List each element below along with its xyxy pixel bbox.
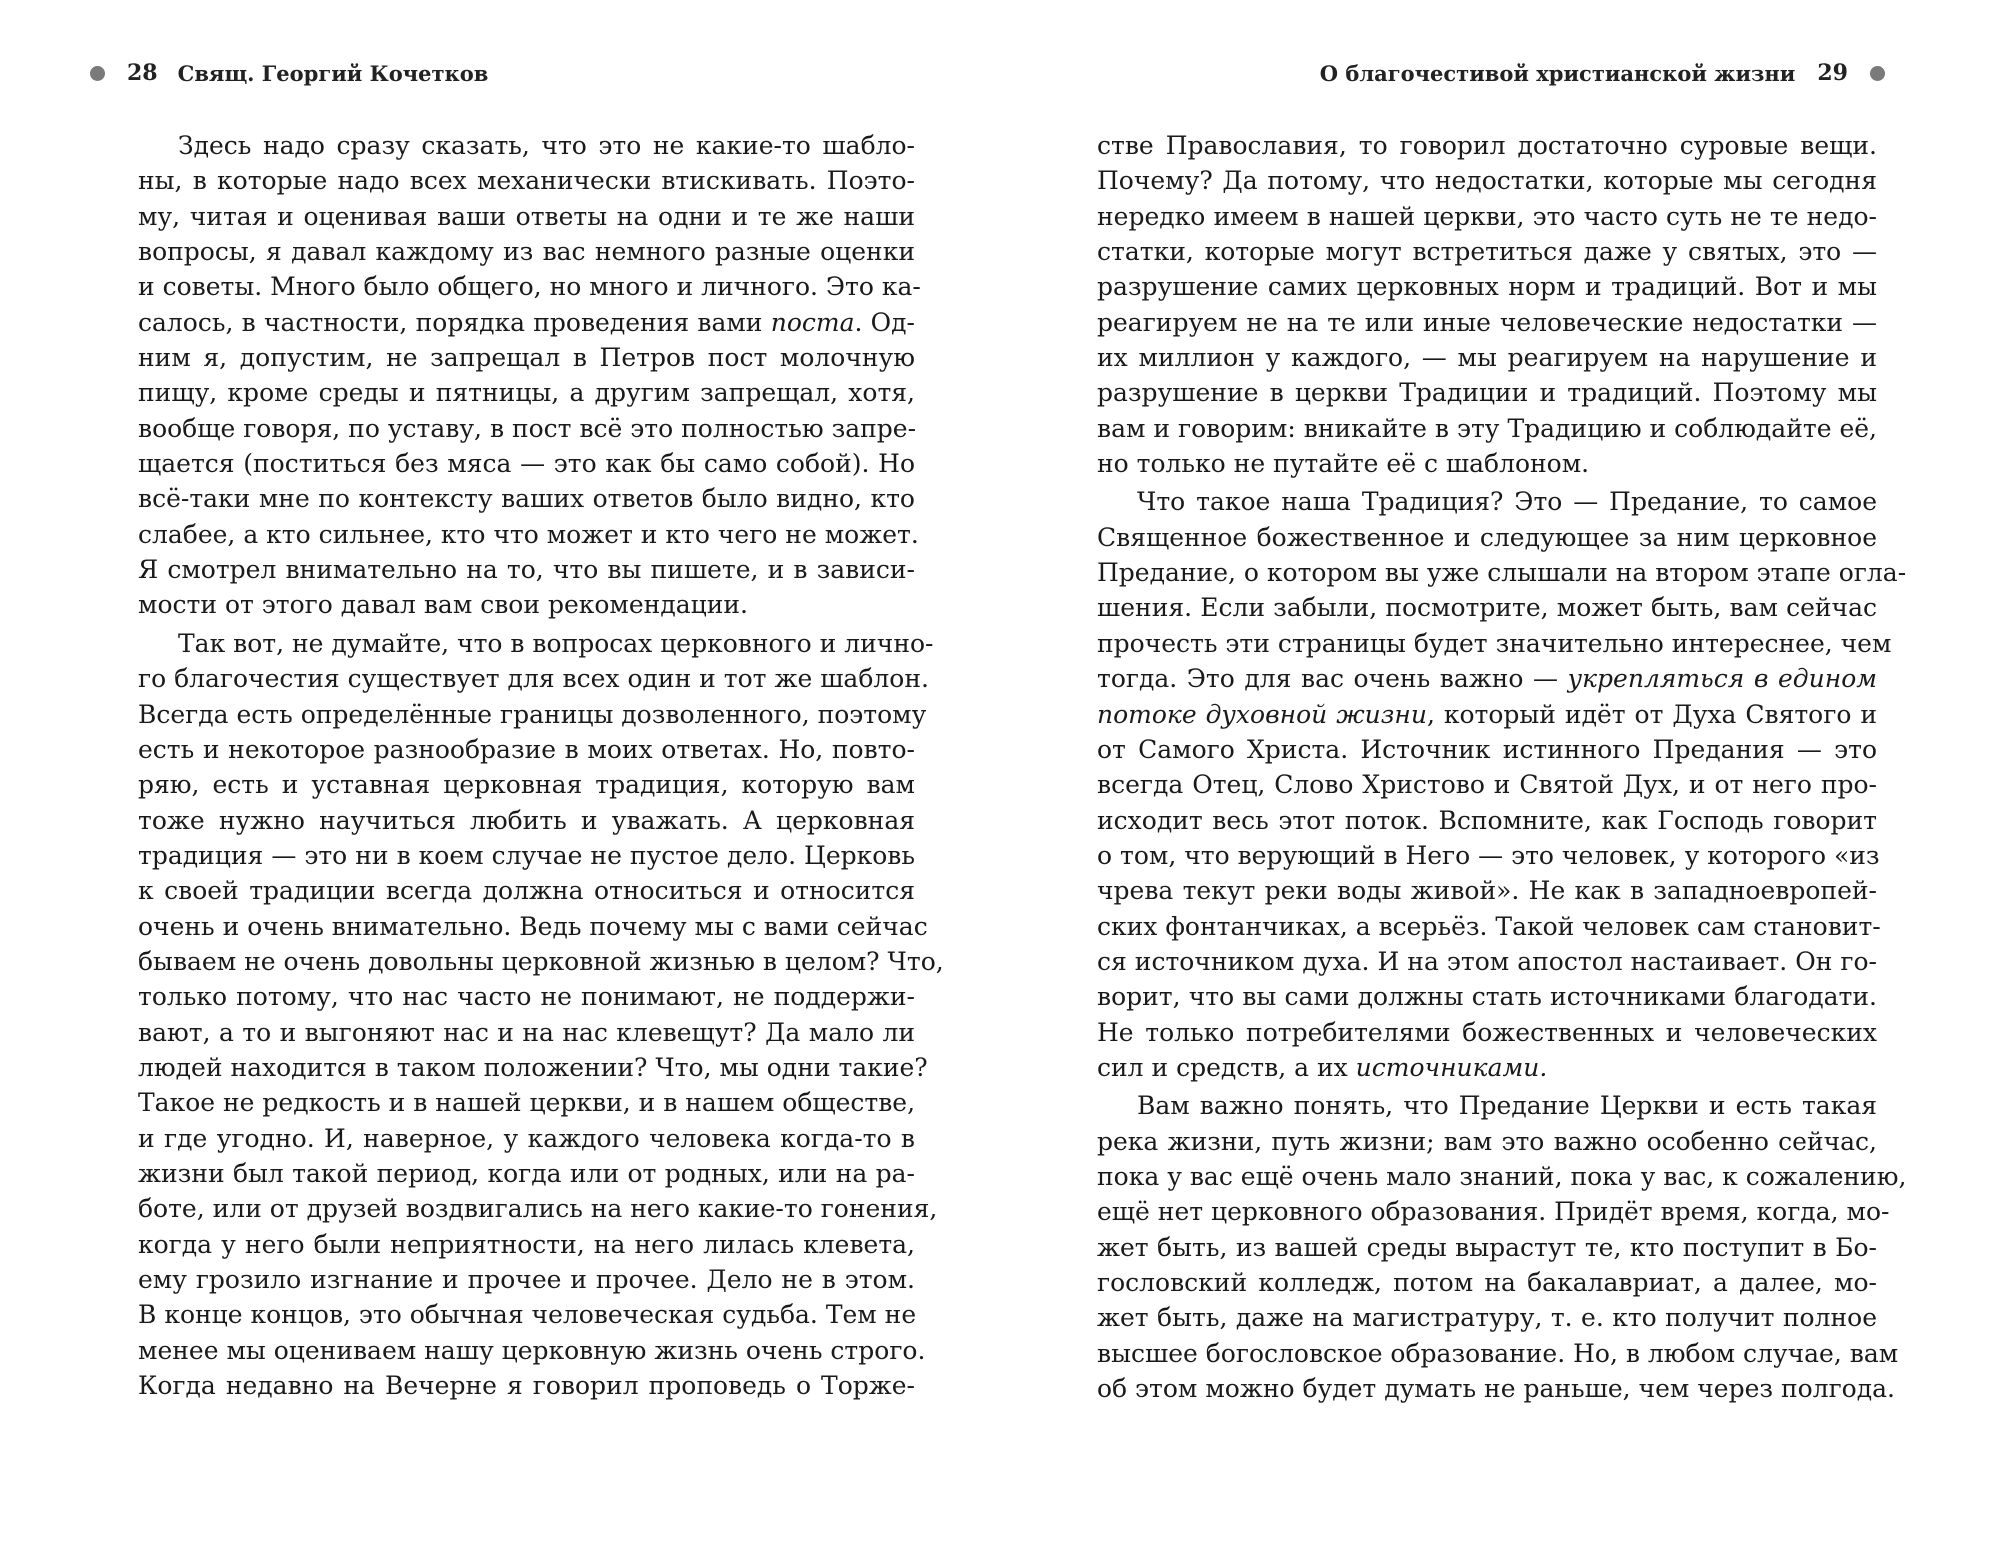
text-line: ним я, допустим, не запрещал в Петров пост молочную xyxy=(138,343,915,373)
text-line: тогда. Это для вас очень важно — укрепляться в едином xyxy=(1097,664,1877,694)
text-line: Почему? Да потому, что недостатки, которые мы сегодня xyxy=(1097,166,1877,196)
left-running-head xyxy=(90,60,488,86)
text-line: только потому, что нас часто не понимают, не поддержи- xyxy=(138,982,915,1012)
text-line: щается (поститься без мяса — это как бы само собой). Но xyxy=(138,449,915,479)
text-line: тоже нужно научиться любить и уважать. А церковная xyxy=(138,805,915,835)
text-line: статки, которые могут встретиться даже у святых, это — xyxy=(1097,237,1877,267)
text-line: исходит весь этот поток. Вспомните, как Господь говорит xyxy=(1097,805,1877,835)
text-line: есть и некоторое разнообразие в моих ответах. Но, повто- xyxy=(138,734,915,764)
text-line: о том, что верующий в Него — это человек, у которого «из xyxy=(1097,840,1880,870)
text-line: Что такое наша Традиция? Это — Предание, то самое xyxy=(1137,487,1877,517)
text-line: ся источником духа. И на этом апостол настаивает. Он го- xyxy=(1097,946,1877,976)
left-running-title: Свящ. Георгий Кочетков xyxy=(177,60,489,86)
text-line: вопросы, я давал каждому из вас немного разные оценки xyxy=(138,237,915,267)
text-line: и советы. Много было общего, но много и личного. Это ка- xyxy=(138,272,921,302)
text-line: пищу, кроме среды и пятницы, а другим запрещал, хотя, xyxy=(138,378,915,408)
text-line: об этом можно будет думать не раньше, чем через полгода. xyxy=(1097,1374,1895,1404)
text-line: от Самого Христа. Источник истинного Предания — это xyxy=(1097,734,1877,764)
text-line: реагируем не на те или иные человеческие недостатки — xyxy=(1097,307,1877,337)
text-line: к своей традиции всегда должна относиться и относится xyxy=(138,876,915,906)
text-line: река жизни, путь жизни; вам это важно особенно сейчас, xyxy=(1097,1126,1877,1156)
text-line: ворит, что вы сами должны стать источниками благодати. xyxy=(1097,982,1877,1012)
text-line: мости от этого давал вам свои рекомендации. xyxy=(138,590,748,620)
text-line: высшее богословское образование. Но, в любом случае, вам xyxy=(1097,1338,1899,1368)
text-line: очень и очень внимательно. Ведь почему мы с вами сейчас xyxy=(138,911,928,941)
text-line: ских фонтанчиках, а всерьёз. Такой человек сам становит- xyxy=(1097,911,1881,941)
right-running-head xyxy=(1320,60,1885,86)
text-line: бываем не очень довольны церковной жизнью в целом? Что, xyxy=(138,946,944,976)
text-line: Священное божественное и следующее за ним церковное xyxy=(1097,522,1877,552)
text-line: чрева текут реки воды живой». Не как в западноевропей- xyxy=(1097,876,1877,906)
text-line: когда у него были неприятности, на него лилась клевета, xyxy=(138,1229,915,1259)
text-line: жет быть, даже на магистратуру, т. е. кто получит полное xyxy=(1097,1303,1877,1333)
text-line: Не только потребителями божественных и человеческих xyxy=(1097,1017,1877,1047)
right-running-title: О благочестивой христианской жизни xyxy=(1319,60,1796,86)
text-line: ему грозило изгнание и прочее и прочее. Дело не в этом. xyxy=(138,1265,915,1294)
left-page-number: 28 xyxy=(127,60,158,86)
right-page-text xyxy=(1097,128,1907,1406)
text-line: Вам важно понять, что Предание Церкви и есть такая xyxy=(1137,1091,1877,1121)
text-line: прочесть эти страницы будет значительно интереснее, чем xyxy=(1097,628,1892,658)
italic-phrase: потоке духовной жизни xyxy=(1097,699,1427,729)
text-line: всё-таки мне по контексту ваших ответов было видно, кто xyxy=(138,484,915,514)
text-line: Такое не редкость и в нашей церкви, и в нашем обществе, xyxy=(138,1088,916,1118)
right-page xyxy=(1000,0,2000,1545)
text-line: вообще говоря, по уставу, в пост всё это полностью запре- xyxy=(138,413,917,443)
text-line: боте, или от друзей воздвигались на него какие-то гонения, xyxy=(138,1194,938,1224)
text-line: людей находится в таком положении? Что, мы одни такие? xyxy=(138,1052,928,1082)
text-line: Когда недавно на Вечерне я говорил проповедь о Торже- xyxy=(138,1371,915,1401)
right-page-number: 29 xyxy=(1817,60,1848,86)
text-line: го благочестия существует для всех один и тот же шаблон. xyxy=(138,664,929,694)
text-line: но только не путайте её с шаблоном. xyxy=(1097,449,1590,479)
text-line: Я смотрел внимательно на то, что вы пишете, и в зависи- xyxy=(138,555,915,585)
text-line: му, читая и оценивая ваши ответы на одни и те же наши xyxy=(138,201,915,231)
italic-phrase: укрепляться в едином xyxy=(1567,664,1877,694)
italic-term: источниками. xyxy=(1355,1052,1548,1082)
text-line: жизни был такой период, когда или от родных, или на ра- xyxy=(138,1158,915,1188)
text-line: нередко имеем в нашей церкви, это часто суть не те недо- xyxy=(1097,201,1877,231)
text-line: разрушение в церкви Традиции и традиций. Поэтому мы xyxy=(1097,378,1877,408)
text-line: и где угодно. И, наверное, у каждого человека когда-то в xyxy=(138,1123,915,1153)
italic-term: поста xyxy=(770,307,855,337)
text-line: стве Православия, то говорил достаточно суровые вещи. xyxy=(1097,131,1877,160)
text-line: гословский колледж, потом на бакалавриат, а далее, мо- xyxy=(1097,1268,1877,1297)
text-line: разрушение самих церковных норм и традиций. Вот и мы xyxy=(1097,272,1877,302)
text-line: сил и средств, а их источниками. xyxy=(1097,1052,1548,1082)
text-line: Всегда есть определённые границы дозволенного, поэтому xyxy=(138,699,927,729)
text-line: ещё нет церковного образования. Придёт время, когда, мо- xyxy=(1097,1197,1890,1227)
text-line: шения. Если забыли, посмотрите, может быть, вам сейчас xyxy=(1097,593,1877,623)
text-line: ны, в которые надо всех механически втискивать. Поэто- xyxy=(138,166,915,196)
text-line: В конце концов, это обычная человеческая судьба. Тем не xyxy=(138,1300,917,1330)
text-line: пока у вас ещё очень мало знаний, пока у вас, к сожалению, xyxy=(1097,1161,1907,1191)
text-line: вам и говорим: вникайте в эту Традицию и соблюдайте её, xyxy=(1097,413,1877,443)
text-line: традиция — это ни в коем случае не пустое дело. Церковь xyxy=(138,840,915,870)
text-line: Здесь надо сразу сказать, что это не какие-то шабло- xyxy=(178,131,915,160)
left-page-text xyxy=(138,128,944,1403)
text-line: вают, а то и выгоняют нас и на нас клевещут? Да мало ли xyxy=(138,1017,915,1047)
text-line: менее мы оцениваем нашу церковную жизнь очень строго. xyxy=(138,1335,926,1365)
text-line: салось, в частности, порядка проведения вами поста. Од- xyxy=(138,307,916,337)
text-line: ряю, есть и уставная церковная традиция, которую вам xyxy=(138,770,915,800)
text-line: потоке духовной жизни, который идёт от Духа Святого и xyxy=(1097,699,1877,729)
text-line: Так вот, не думайте, что в вопросах церковного и лично- xyxy=(178,628,934,658)
text-line: их миллион у каждого, — мы реагируем на нарушение и xyxy=(1097,343,1877,373)
text-line: жет быть, из вашей среды вырастут те, кто поступит в Бо- xyxy=(1097,1232,1877,1262)
text-line: всегда Отец, Слово Христово и Святой Дух, и от него про- xyxy=(1097,770,1877,800)
bullet-dot-icon xyxy=(90,66,105,81)
text-line: Предание, о котором вы уже слышали на втором этапе огла- xyxy=(1097,558,1907,588)
text-line: слабее, а кто сильнее, кто что может и кто чего не может. xyxy=(138,519,919,549)
bullet-dot-icon xyxy=(1870,66,1885,81)
